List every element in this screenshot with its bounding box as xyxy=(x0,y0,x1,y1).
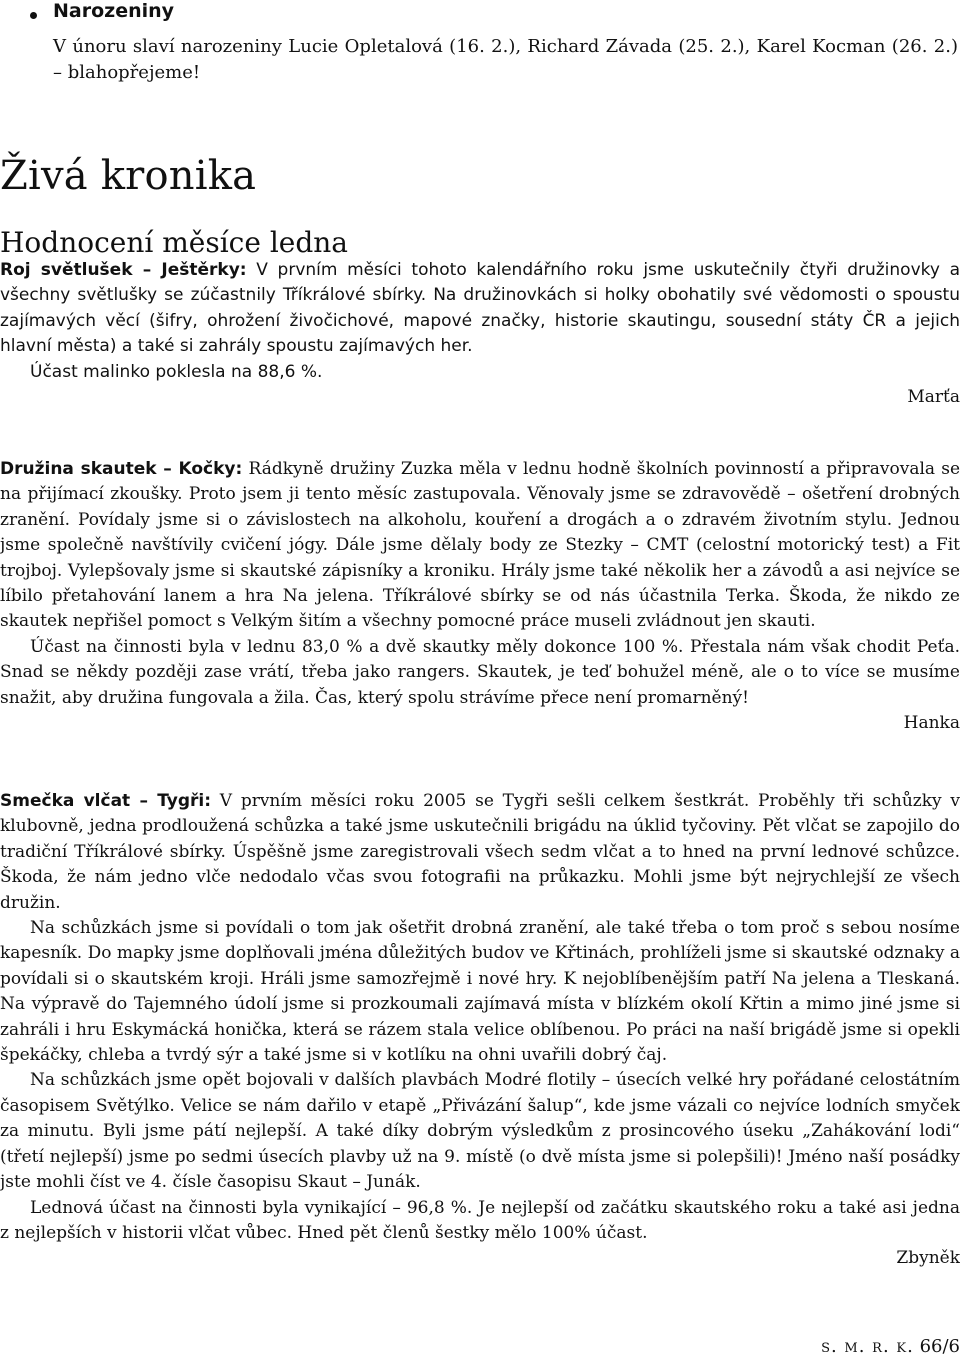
report-fireflies xyxy=(0,258,960,410)
month-review-title: Hodnocení měsíce ledna xyxy=(0,226,349,260)
fireflies-paragraph-1 xyxy=(0,258,960,360)
birthday-heading: Narozeniny xyxy=(53,0,175,22)
fireflies-label: Roj světlušek – Ještěrky: xyxy=(0,260,247,280)
cubs-paragraph-1 xyxy=(0,789,960,916)
scout-girls-author: Hanka xyxy=(903,713,960,734)
page-number: 66/6 xyxy=(919,1336,960,1357)
cubs-paragraph-2: Na schůzkách jsme si povídali o tom jak ošetřit drobná zranění, ale také třeba o tom proč s sebou nosíme kapesník. Do mapky jsme doplňovali jména důležitých budov ve Křtinách, prohlíželi jsme si skautské odznaky a povídali si o skautském kroji. Hráli jsme samozřejmě i nové hry. K nejoblíbenějším patří Na jelena a Tleskaná. Na výpravě do Tajemného údolí jsme si prozkoumali zajímavá místa v blízkém okolí Křtin a mimo jiné jsme si zahráli i hru Eskymácká honička, která se rázem stala velice oblíbenou. Po práci na naší brigádě jsme si opekli špekáčky, chleba a tvrdý sýr a také jsme si v kotlíku na ohni uvařili dobrý čaj. xyxy=(0,918,960,1066)
fireflies-author: Marťa xyxy=(907,387,960,408)
cubs-text-1: V prvním měsíci roku 2005 se Tygři sešli celkem šestkrát. Proběhly tři schůzky v klubovně, jedna prodloužená schůzka a také jsme uskutečnili brigádu na úklid tyčoviny. Pět vlčat se zapojilo do tradiční Tříkrálové sbírky. Úspěšně jsme zaregistrovali všech sedm vlčat a to hned na první lednové schůzce. Škoda, že nám jedno vlče nedodalo včas svou fotografii na průkazku. Mohli jsme být nejrychlejší ze všech družin. xyxy=(0,791,960,913)
page-footer xyxy=(0,1335,960,1359)
fireflies-paragraph-2: Účast malinko poklesla na 88,6 %. xyxy=(30,361,323,382)
cubs-paragraph-3: Na schůzkách jsme opět bojovali v dalších plavbách Modré flotily – úsecích velké hry pořádané celostátním časopisem Světýlko. Velice se nám dařilo v etapě „Přivázání šalup“, kde jsme vázali co nejvíce lodních smyček za minutu. Byli jsme pátí nejlepší. A také díky dobrým výsledkům z prosincového úseku „Zahákování lodi“ (třetí nejlepší) jsme po sedmi úsecích plavby už na 9. místě (o dvě místa jsme si polepšili)! Jméno naší posádky jste mohli číst ve 4. čísle časopisu Skaut – Junák. xyxy=(0,1070,960,1193)
scout-girls-paragraph-1 xyxy=(0,457,960,635)
chronicle-title: Živá kronika xyxy=(0,152,257,199)
scout-girls-paragraph-2: Účast na činnosti byla v lednu 83,0 % a dvě skautky měly dokonce 100 %. Přestala nám však chodit Peťa. Snad se někdy později zase vrátí, třeba jako rangers. Skautek, je teď bohužel méně, ale o to více se musíme snažit, aby družina fungovala a žila. Čas, který spolu strávíme přece není promarněný! xyxy=(0,636,960,708)
cubs-paragraph-4: Lednová účast na činnosti byla vynikající – 96,8 %. Je nejlepší od začátku skautského roku a také asi jedna z nejlepších v historii vlčat vůbec. Hned pět členů šestky mělo 100% účast. xyxy=(0,1197,960,1243)
cubs-label: Smečka vlčat – Tygři: xyxy=(0,791,212,811)
report-cubs xyxy=(0,789,960,1271)
report-scout-girls xyxy=(0,457,960,736)
birthday-text: V únoru slaví narozeniny Lucie Opletalová (16. 2.), Richard Závada (25. 2.), Karel Kocman (26. 2.) – blahopřejeme! xyxy=(53,36,958,83)
cubs-author: Zbyněk xyxy=(896,1248,960,1269)
fireflies-text-1: V prvním měsíci tohoto kalendářního roku jsme uskutečnily čtyři družinovky a všechny světlušky se zúčastnily Tříkrálové sbírky. Na družinovkách si holky obohatily své vědomosti o spoustu zajímavých věcí (šifry, ohrožení živočichové, mapové značky, historie skautingu, sousední státy ČR a jejich hlavní města) a také si zahrály spoustu zajímavých her. xyxy=(0,260,960,357)
scout-girls-text-1: Rádkyně družiny Zuzka měla v lednu hodně školních povinností a připravovala se na přijímací zkoušky. Proto jsem ji tento měsíc zastupovala. Věnovaly jsme se zdravovědě – ošetření drobných zranění. Povídaly jsme si o závislostech na alkoholu, kouření a drogách a o zdravém životním stylu. Jednou jsme společně navštívily cvičení jógy. Dále jsme dělaly body ze Stezky – CMT (celostní motorický test) a Fit trojboj. Vylepšovaly jsme si skautské zápisníky a kroniku. Hrály jsme také několik her a závodů a asi nejvíce se líbilo přetahování lanem a hra Na jelena. Tříkrálové sbírky se od nás účastnila Terka. Škoda, že nikdo ze skautek nepřišel pomoct s Velkým šitím a všechny pomocné práce museli zvládnout jen skauti. xyxy=(0,459,960,632)
scout-girls-label: Družina skautek – Kočky: xyxy=(0,459,243,479)
newsletter-brand: s. m. r. k. xyxy=(821,1336,914,1357)
bullet-icon xyxy=(30,12,37,19)
